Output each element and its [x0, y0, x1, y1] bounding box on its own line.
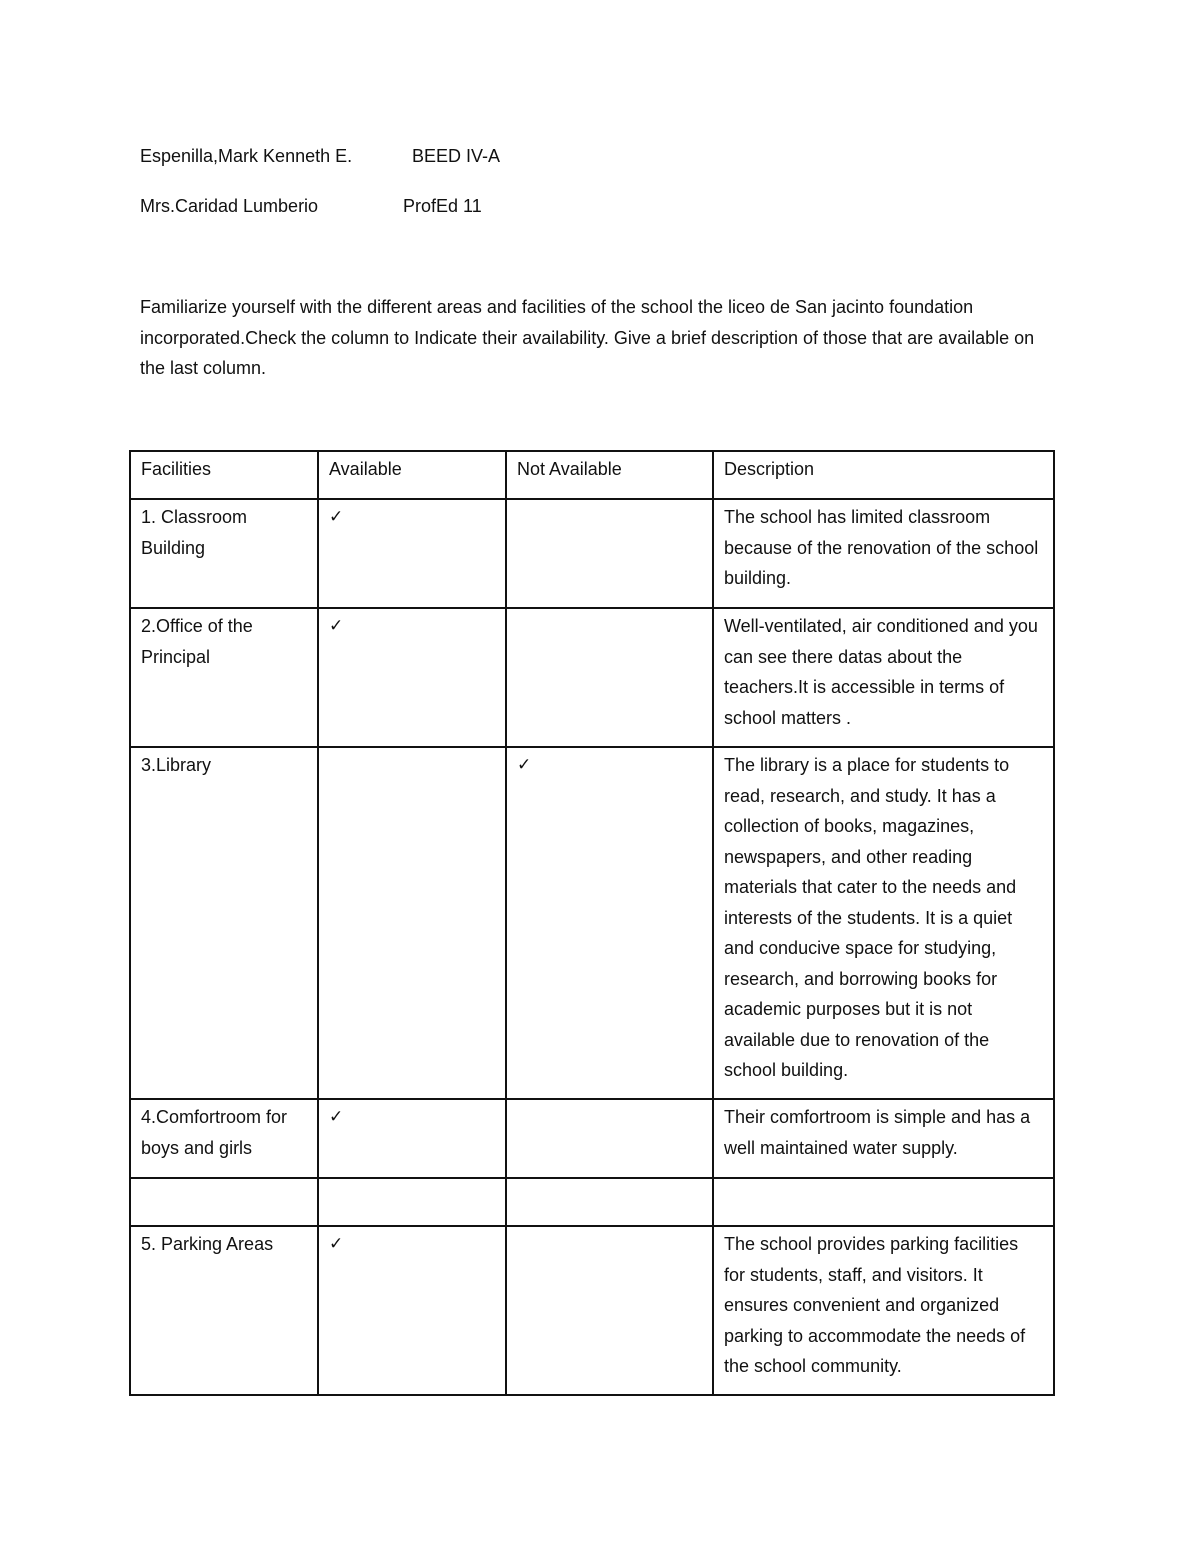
available-check-cell: ✓ — [318, 608, 506, 747]
table-row — [130, 608, 1054, 747]
table-row — [130, 747, 1054, 1099]
facility-cell: 4.Comfortroom for boys and girls — [130, 1099, 318, 1178]
table-header-row — [130, 451, 1054, 499]
not-available-check-cell: ✓ — [506, 747, 713, 1099]
header-description: Description — [713, 451, 1054, 499]
section: BEED IV-A — [412, 146, 501, 166]
table-row — [130, 499, 1054, 608]
facility-cell: 5. Parking Areas — [130, 1226, 318, 1395]
not-available-check-cell — [506, 1178, 713, 1226]
description-cell: The school provides parking facilities for students, staff, and visitors. It ensures convenient and organized parking to accommodate the needs of the school community. — [713, 1226, 1054, 1395]
instructions: Familiarize yourself with the different areas and facilities of the school the liceo de San jacinto foundation incorporated.Check the column to Indicate their availability. Give a brief description of those that are available on the last column. — [140, 297, 1035, 378]
course: ProfEd 11 — [403, 196, 482, 216]
description-cell: Their comfortroom is simple and has a well maintained water supply. — [713, 1099, 1054, 1178]
description-cell: Well-ventilated, air conditioned and you can see there datas about the teachers.It is accessible in terms of school matters . — [713, 608, 1054, 747]
table-row-empty — [130, 1178, 1054, 1226]
facility-cell: 3.Library — [130, 747, 318, 1099]
teacher-name: Mrs.Caridad Lumberio — [140, 196, 319, 216]
header-line-teacher — [140, 194, 482, 218]
not-available-check-cell — [506, 608, 713, 747]
header-line-student — [140, 144, 501, 168]
available-check-cell — [318, 1178, 506, 1226]
available-check-cell — [318, 747, 506, 1099]
description-cell: The school has limited classroom because of the renovation of the school building. — [713, 499, 1054, 608]
header-not-available: Not Available — [506, 451, 713, 499]
table-row — [130, 1226, 1054, 1395]
facilities-table — [129, 450, 1055, 1396]
description-cell: The library is a place for students to read, research, and study. It has a collection of books, magazines, newspapers, and other reading materials that cater to the needs and interests of the students. It is a quiet and conducive space for studying, research, and borrowing books for academic purposes but it is not available due to renovation of the school building. — [713, 747, 1054, 1099]
facility-cell: 1. Classroom Building — [130, 499, 318, 608]
facility-cell: 2.Office of the Principal — [130, 608, 318, 747]
available-check-cell: ✓ — [318, 1099, 506, 1178]
not-available-check-cell — [506, 1099, 713, 1178]
available-check-cell: ✓ — [318, 1226, 506, 1395]
description-cell — [713, 1178, 1054, 1226]
not-available-check-cell — [506, 1226, 713, 1395]
facility-cell — [130, 1178, 318, 1226]
header-available: Available — [318, 451, 506, 499]
header-facilities: Facilities — [130, 451, 318, 499]
table-row — [130, 1099, 1054, 1178]
student-name: Espenilla,Mark Kenneth E. — [140, 146, 353, 166]
not-available-check-cell — [506, 499, 713, 608]
available-check-cell: ✓ — [318, 499, 506, 608]
